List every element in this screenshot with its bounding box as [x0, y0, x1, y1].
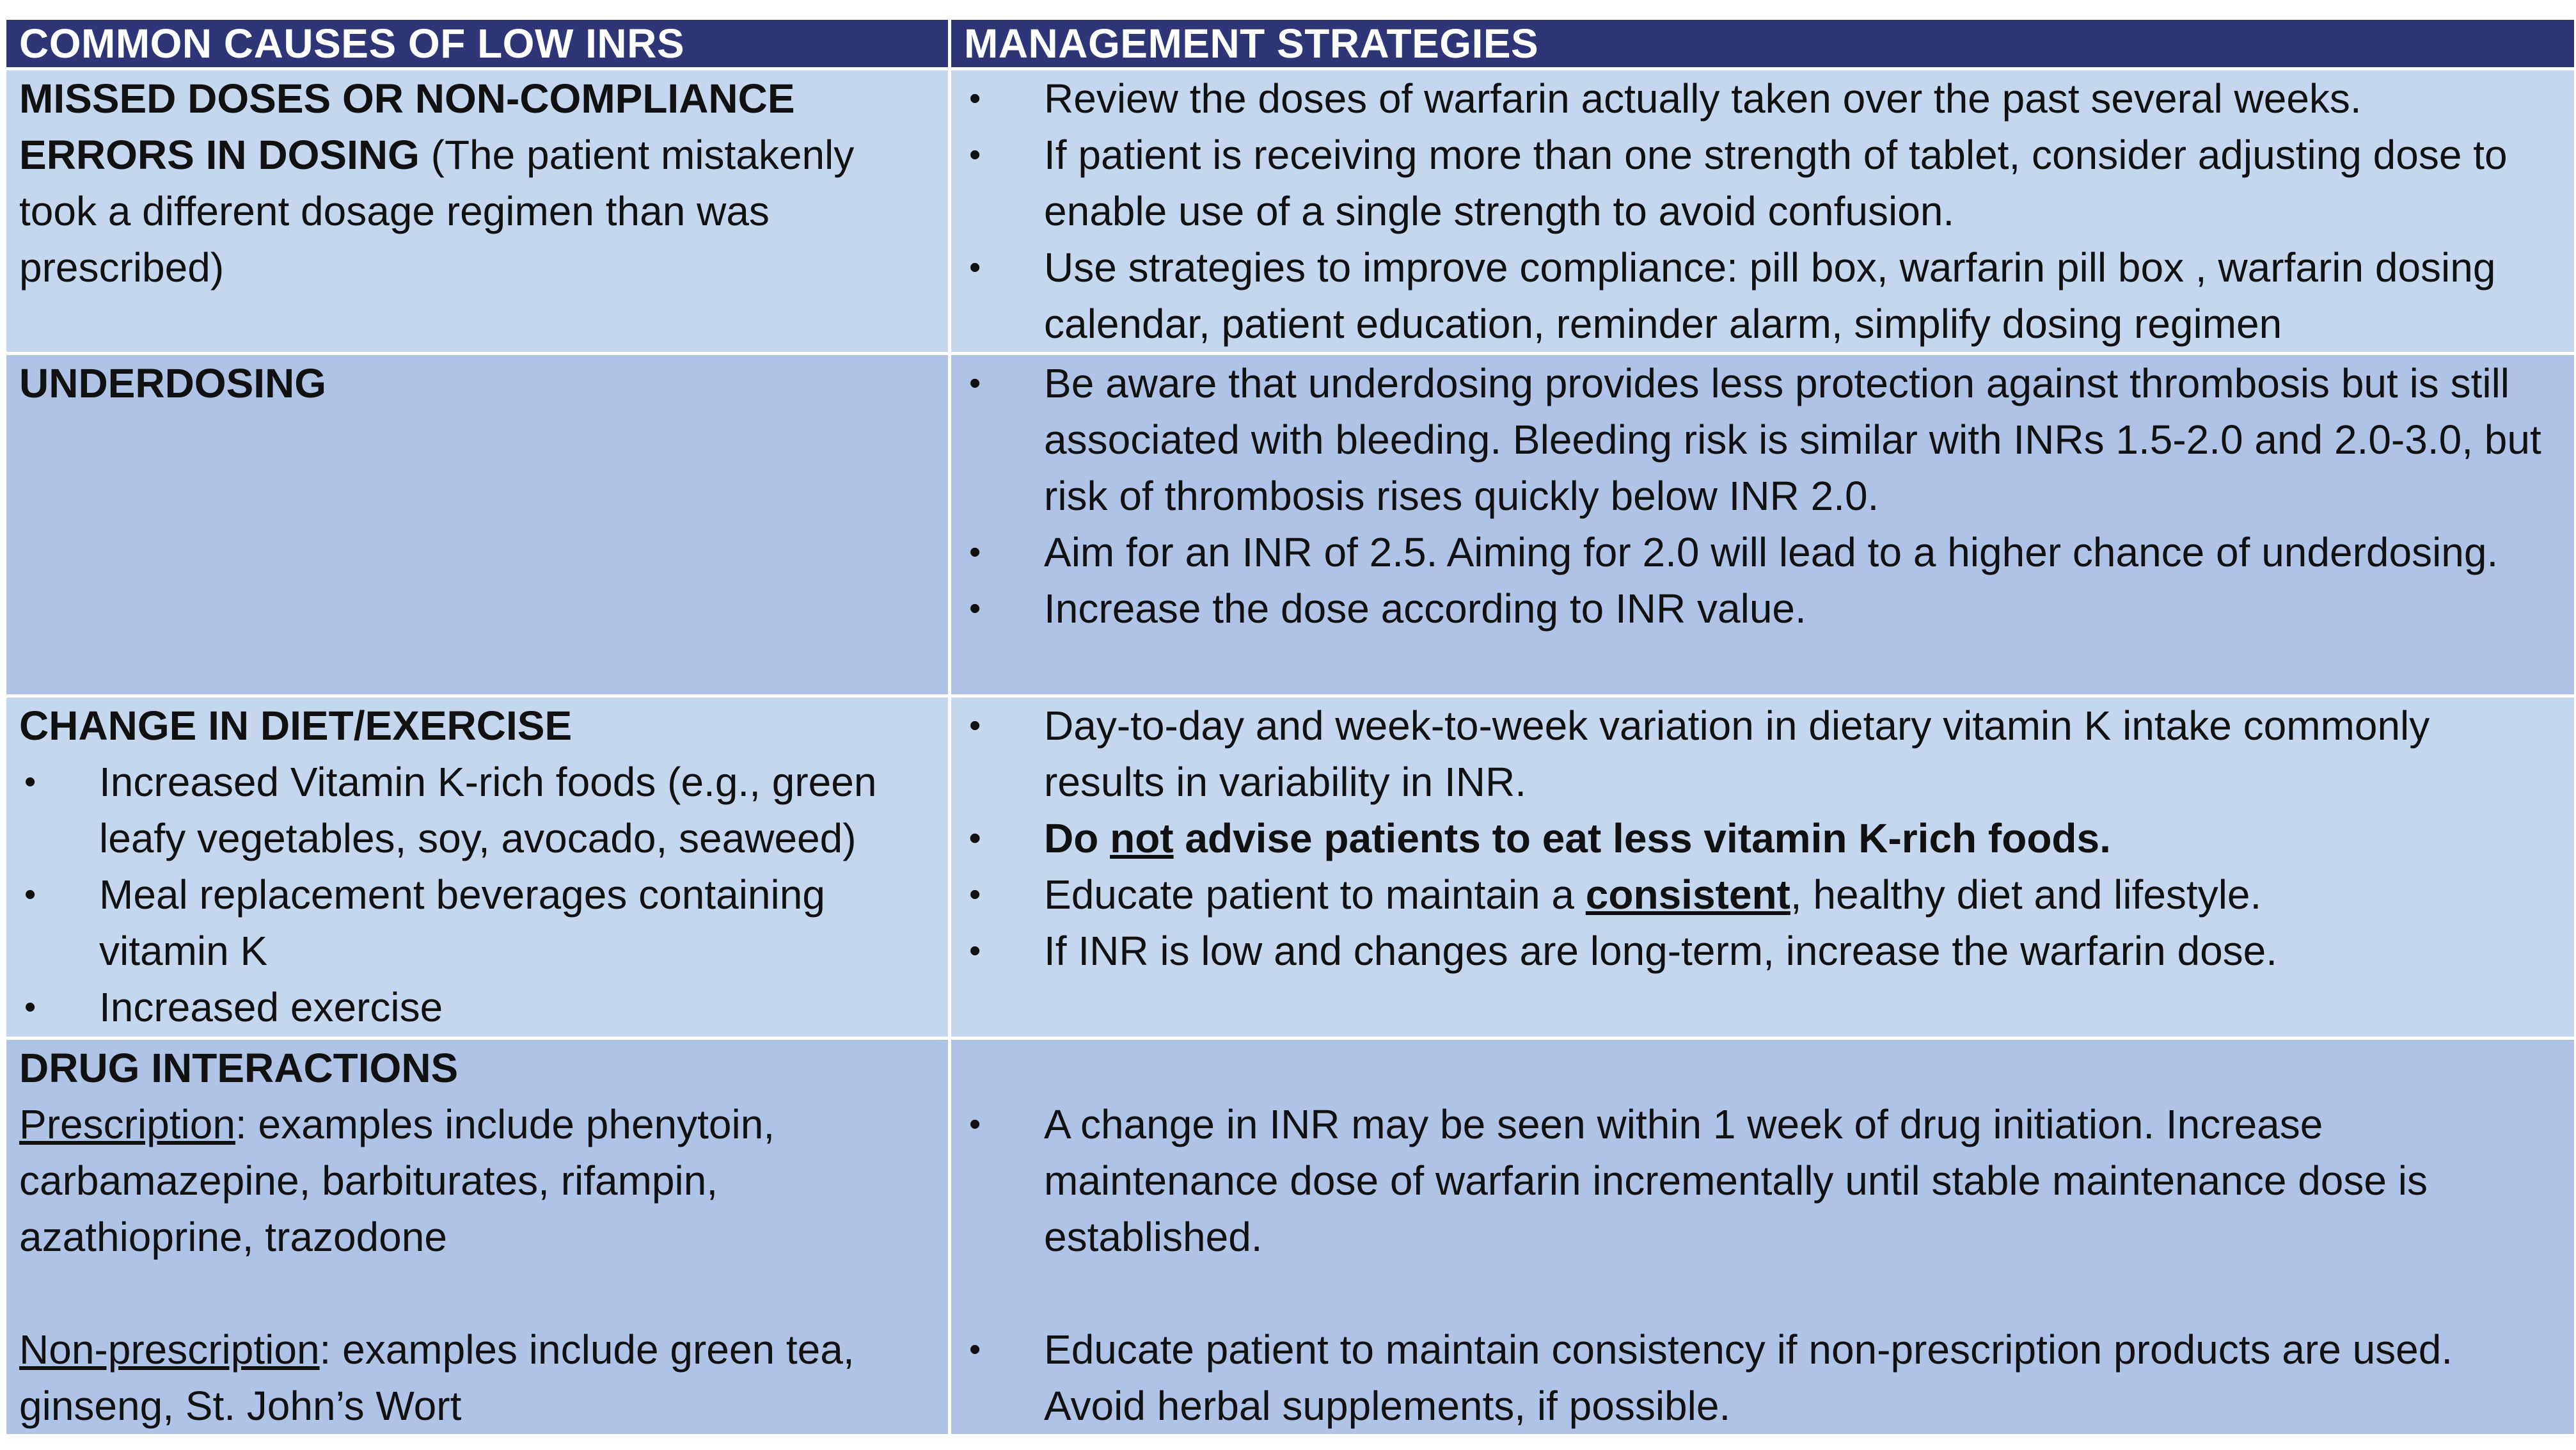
- bullet-icon: •: [969, 1106, 981, 1143]
- table-row: [5, 696, 2576, 1039]
- bullet-icon: •: [969, 136, 981, 173]
- strategy-text: If patient is receiving more than one strength of tablet, consider adjusting dose to enable use of a single strength to avoid confusion.: [1044, 132, 2508, 234]
- strategy-cell: [950, 69, 2576, 354]
- list-item: [19, 866, 935, 979]
- strategy-text: Review the doses of warfarin actually taken over the past several weeks.: [1044, 76, 2362, 122]
- list-item: [19, 754, 935, 866]
- bullet-icon: •: [969, 820, 981, 857]
- inr-management-table: [3, 17, 2576, 1437]
- strategy-text: , healthy diet and lifestyle.: [1790, 872, 2262, 918]
- strategy-cell: [950, 1039, 2576, 1436]
- cause-title: DRUG INTERACTIONS: [19, 1045, 459, 1091]
- strategy-list: [964, 1321, 2561, 1434]
- cause-list: [19, 754, 935, 1035]
- list-item: [964, 923, 2561, 979]
- emphasis-text: consistent: [1585, 872, 1790, 918]
- list-item: [964, 355, 2561, 524]
- cause-text: Increased exercise: [99, 984, 443, 1030]
- list-item: [964, 127, 2561, 239]
- list-item: [19, 979, 935, 1035]
- table-row: [5, 1039, 2576, 1436]
- strategy-list: [964, 697, 2561, 979]
- bullet-icon: •: [969, 932, 981, 969]
- bullet-icon: •: [969, 707, 981, 744]
- strategy-text: If INR is low and changes are long-term, increase the warfarin dose.: [1044, 928, 2278, 974]
- cause-subtitle: ERRORS IN DOSING: [19, 132, 420, 178]
- bullet-icon: •: [969, 80, 981, 117]
- emphasis-text: not: [1110, 815, 1174, 861]
- bullet-icon: •: [24, 989, 36, 1026]
- strategy-cell: [950, 696, 2576, 1039]
- strategy-text: Day-to-day and week-to-week variation in dietary vitamin K intake commonly results in variability in INR.: [1044, 703, 2430, 805]
- bullet-icon: •: [24, 876, 36, 913]
- bullet-icon: •: [969, 876, 981, 913]
- list-item: [964, 810, 2561, 866]
- prescription-text: : examples include phenytoin, carbamazepine, barbiturates, rifampin, azathioprine, trazodone: [19, 1101, 775, 1260]
- strategy-text: Educate patient to maintain a: [1044, 872, 1586, 918]
- list-item: [964, 1096, 2561, 1265]
- bullet-icon: •: [24, 763, 36, 801]
- cause-cell: [5, 354, 950, 696]
- strategy-text: Use strategies to improve compliance: pill box, warfarin pill box , warfarin dosing calendar, patient education, reminder alarm, simplify dosing regimen: [1044, 244, 2496, 347]
- cause-text: (The patient mistakenly took a different dosage regimen than was prescribed): [19, 132, 855, 291]
- bullet-icon: •: [969, 590, 981, 627]
- list-item: [964, 70, 2561, 127]
- header-row: [5, 19, 2576, 69]
- strategy-text: Increase the dose according to INR value.: [1044, 586, 1806, 632]
- cause-text: Increased Vitamin K-rich foods (e.g., green leafy vegetables, soy, avocado, seaweed): [99, 759, 877, 861]
- strategy-text: Do: [1044, 815, 1110, 861]
- cause-title: CHANGE IN DIET/EXERCISE: [19, 703, 573, 749]
- table-row: [5, 69, 2576, 354]
- list-item: [964, 866, 2561, 923]
- strategy-list: [964, 355, 2561, 637]
- cause-cell: [5, 696, 950, 1039]
- strategy-text: Aim for an INR of 2.5. Aiming for 2.0 will lead to a higher chance of underdosing.: [1044, 529, 2499, 575]
- cause-text: Meal replacement beverages containing vitamin K: [99, 872, 825, 974]
- table-row: [5, 354, 2576, 696]
- list-item: [964, 239, 2561, 352]
- cause-title: MISSED DOSES OR NON-COMPLIANCE: [19, 76, 795, 122]
- bullet-icon: •: [969, 534, 981, 571]
- list-item: [964, 697, 2561, 810]
- bullet-icon: •: [969, 1331, 981, 1368]
- list-item: [964, 580, 2561, 637]
- prescription-label: Prescription: [19, 1101, 235, 1147]
- strategy-text: A change in INR may be seen within 1 week of drug initiation. Increase maintenance dose of warfarin incrementally until stable maintenance dose is established.: [1044, 1101, 2428, 1260]
- header-causes: COMMON CAUSES OF LOW INRS: [5, 19, 950, 69]
- header-strategies: MANAGEMENT STRATEGIES: [950, 19, 2576, 69]
- cause-title: UNDERDOSING: [19, 360, 327, 406]
- strategy-list: [964, 1096, 2561, 1265]
- strategy-list: [964, 70, 2561, 352]
- list-item: [964, 1321, 2561, 1434]
- nonprescription-label: Non-prescription: [19, 1327, 320, 1373]
- cause-cell: [5, 69, 950, 354]
- nonprescription-text: : examples include green tea, ginseng, St. John’s Wort: [19, 1327, 855, 1429]
- strategy-cell: [950, 354, 2576, 696]
- cause-cell: [5, 1039, 950, 1436]
- strategy-text: Educate patient to maintain consistency if non-prescription products are used. Avoid herbal supplements, if possible.: [1044, 1327, 2453, 1429]
- strategy-text: advise patients to eat less vitamin K-rich foods.: [1173, 815, 2111, 861]
- strategy-text: Be aware that underdosing provides less protection against thrombosis but is still associated with bleeding. Bleeding risk is similar with INRs 1.5-2.0 and 2.0-3.0, but risk of thrombosis rises quickly below INR 2.0.: [1044, 360, 2541, 519]
- bullet-icon: •: [969, 249, 981, 286]
- bullet-icon: •: [969, 365, 981, 402]
- list-item: [964, 524, 2561, 580]
